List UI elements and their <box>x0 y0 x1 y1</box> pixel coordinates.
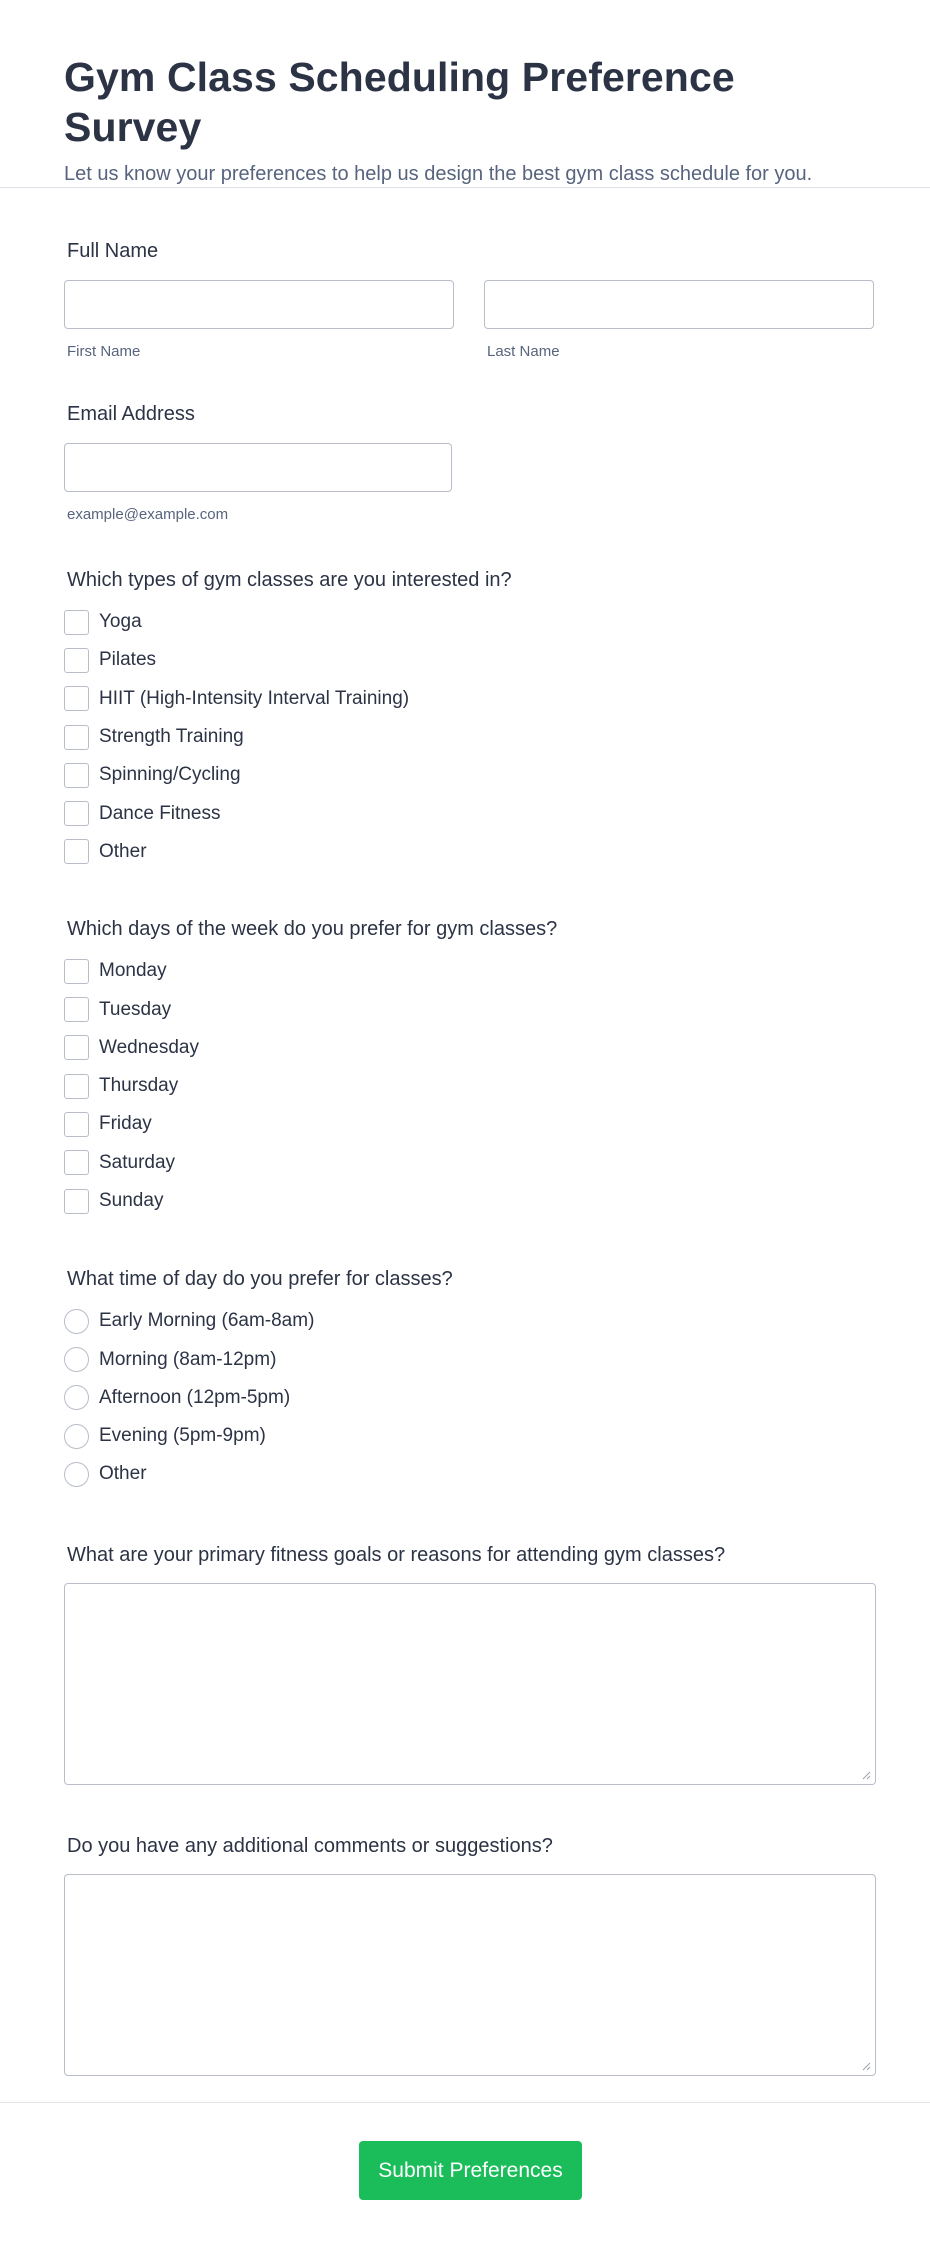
email-input[interactable] <box>64 443 452 492</box>
option-label: Other <box>99 1463 147 1485</box>
time-of-day-options <box>64 1302 866 1493</box>
checkbox[interactable] <box>64 839 89 864</box>
class-types-option[interactable] <box>64 756 866 794</box>
class-types-field <box>64 567 866 871</box>
email-label: Email Address <box>67 403 195 425</box>
time-of-day-field <box>64 1266 866 1493</box>
days-option[interactable] <box>64 1067 866 1105</box>
resize-grip-icon[interactable] <box>862 1771 871 1780</box>
radio-button[interactable] <box>64 1309 89 1334</box>
full-name-field <box>64 238 866 360</box>
page-title: Gym Class Scheduling Preference Survey <box>64 54 735 150</box>
option-label: Sunday <box>99 1190 164 1211</box>
class-types-option[interactable] <box>64 833 866 871</box>
checkbox[interactable] <box>64 763 89 788</box>
option-label: Strength Training <box>99 726 244 748</box>
class-types-option[interactable] <box>64 718 866 756</box>
days-option[interactable] <box>64 1144 866 1182</box>
first-name-sublabel: First Name <box>67 343 141 360</box>
option-label: Monday <box>99 960 167 982</box>
days-option[interactable] <box>64 952 866 990</box>
page-subtitle: Let us know your preferences to help us design the best gym class schedule for you. <box>64 163 813 185</box>
class-types-options <box>64 603 866 871</box>
days-option[interactable] <box>64 990 866 1028</box>
days-option[interactable] <box>64 1182 866 1220</box>
days-option[interactable] <box>64 1029 866 1067</box>
option-label: Morning (8am-12pm) <box>99 1348 277 1370</box>
checkbox[interactable] <box>64 1189 89 1214</box>
first-name-input[interactable] <box>64 280 454 329</box>
goals-textarea[interactable] <box>64 1583 876 1785</box>
option-label: Friday <box>99 1113 152 1135</box>
class-types-label: Which types of gym classes are you interested in? <box>67 569 512 591</box>
option-label: Tuesday <box>99 998 172 1020</box>
resize-grip-icon[interactable] <box>862 2062 871 2071</box>
radio-button[interactable] <box>64 1462 89 1487</box>
checkbox[interactable] <box>64 1112 89 1137</box>
days-field <box>64 916 866 1220</box>
checkbox[interactable] <box>64 686 89 711</box>
option-label: HIIT (High-Intensity Interval Training) <box>99 687 410 709</box>
time-of-day-option[interactable] <box>64 1455 866 1493</box>
checkbox[interactable] <box>64 959 89 984</box>
time-of-day-option[interactable] <box>64 1379 866 1417</box>
email-sublabel: example@example.com <box>67 506 229 523</box>
time-of-day-option[interactable] <box>64 1417 866 1455</box>
radio-button[interactable] <box>64 1347 89 1372</box>
option-label: Afternoon (12pm-5pm) <box>99 1386 291 1408</box>
option-label: Other <box>99 840 147 862</box>
comments-label: Do you have any additional comments or suggestions? <box>67 1834 553 1857</box>
time-of-day-option[interactable] <box>64 1302 866 1340</box>
goals-field <box>64 1542 866 1785</box>
option-label: Thursday <box>99 1075 179 1097</box>
radio-button[interactable] <box>64 1385 89 1410</box>
option-label: Yoga <box>99 611 142 633</box>
option-label: Dance Fitness <box>99 802 221 824</box>
goals-label: What are your primary fitness goals or reasons for attending gym classes? <box>67 1543 726 1566</box>
radio-button[interactable] <box>64 1424 89 1449</box>
checkbox[interactable] <box>64 1035 89 1060</box>
email-field <box>64 401 866 523</box>
last-name-sublabel: Last Name <box>487 343 560 360</box>
comments-field <box>64 1833 866 2076</box>
option-label: Early Morning (6am-8am) <box>99 1310 315 1332</box>
form-header <box>0 0 930 188</box>
option-label: Wednesday <box>99 1036 199 1058</box>
checkbox[interactable] <box>64 1074 89 1099</box>
class-types-option[interactable] <box>64 603 866 641</box>
submit-button[interactable]: Submit Preferences <box>359 2141 582 2200</box>
option-label: Spinning/Cycling <box>99 764 241 786</box>
option-label: Saturday <box>99 1151 176 1173</box>
checkbox[interactable] <box>64 610 89 635</box>
checkbox[interactable] <box>64 1150 89 1175</box>
comments-textarea[interactable] <box>64 1874 876 2076</box>
checkbox[interactable] <box>64 648 89 673</box>
days-options <box>64 952 866 1220</box>
days-option[interactable] <box>64 1105 866 1143</box>
survey-form <box>0 238 930 2076</box>
form-footer <box>0 2102 930 2250</box>
class-types-option[interactable] <box>64 794 866 832</box>
checkbox[interactable] <box>64 801 89 826</box>
time-of-day-option[interactable] <box>64 1340 866 1378</box>
full-name-label: Full Name <box>67 240 159 262</box>
checkbox[interactable] <box>64 725 89 750</box>
last-name-input[interactable] <box>484 280 874 329</box>
class-types-option[interactable] <box>64 680 866 718</box>
time-of-day-label: What time of day do you prefer for classes? <box>67 1268 453 1291</box>
option-label: Pilates <box>99 649 157 671</box>
checkbox[interactable] <box>64 997 89 1022</box>
class-types-option[interactable] <box>64 641 866 679</box>
option-label: Evening (5pm-9pm) <box>99 1425 266 1447</box>
days-label: Which days of the week do you prefer for gym classes? <box>67 918 558 941</box>
